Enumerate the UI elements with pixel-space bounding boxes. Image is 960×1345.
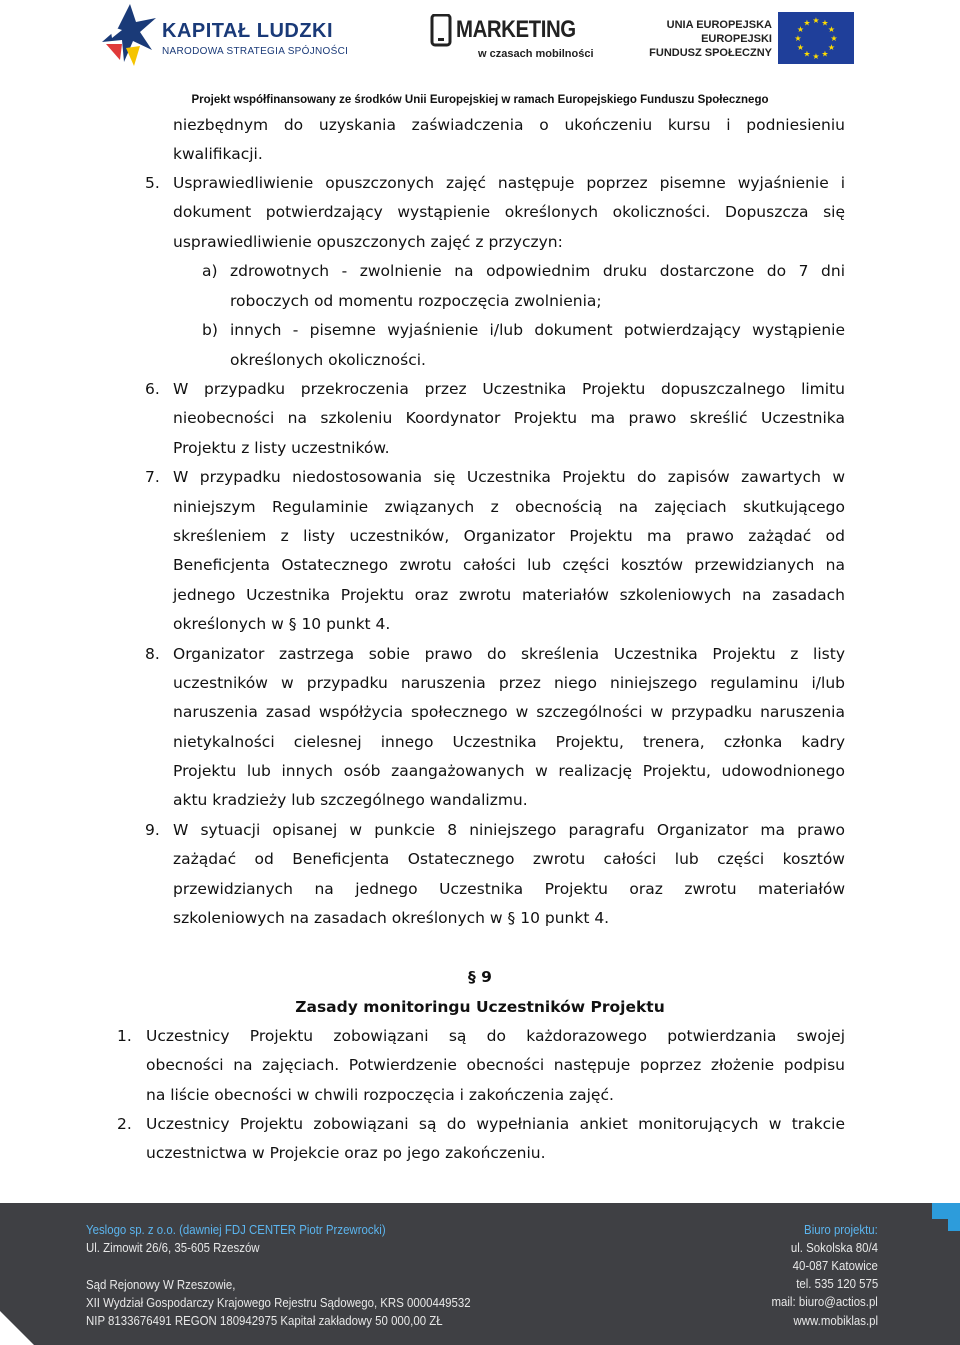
kapital-ludzki-star-icon	[100, 4, 158, 70]
paragraph-line: usprawiedliwienie opuszczonych zajęć z przyczyn:	[173, 233, 563, 251]
eu-line-1: UNIA EUROPEJSKA	[666, 19, 772, 31]
footer-accent	[932, 1203, 960, 1219]
paragraph-line: Beneficjenta Ostatecznego zwrotu całości lub części kosztów przewidzianych na	[173, 556, 845, 574]
list-marker: a)	[202, 262, 218, 280]
paragraph-line: uczestnictwa w Projekcie oraz po jego zakończeniu.	[146, 1144, 546, 1162]
office-email[interactable]: mail: biuro@actios.pl	[771, 1294, 878, 1309]
office-label: Biuro projektu:	[804, 1222, 878, 1237]
paragraph-line: kwalifikacji.	[173, 145, 263, 163]
company-name: Yeslogo sp. z o.o. (dawniej FDJ CENTER Piotr Przewrocki)	[86, 1222, 386, 1237]
svg-text:★: ★	[827, 43, 836, 52]
eu-text	[649, 18, 772, 60]
paragraph-line: Uczestnicy Projektu zobowiązani są do każdorazowego potwierdzania swojej	[146, 1027, 845, 1045]
kapital-ludzki-logo	[100, 4, 349, 70]
funding-statement: Projekt współfinansowany ze środków Unii Europejskiej w ramach Europejskiego Funduszu Społecznego	[191, 94, 769, 106]
office-city: 40-087 Katowice	[792, 1258, 878, 1273]
svg-text:★: ★	[794, 34, 802, 43]
paragraph-line: naruszenia zasad współżycia społecznego w szczególności w przypadku naruszenia	[173, 703, 845, 721]
paragraph-line: W przypadku przekroczenia przez Uczestnika Projektu dopuszczalnego limitu	[173, 380, 845, 398]
paragraph-line: dokument potwierdzający wystąpienie określonych okoliczności. Dopuszcza się	[173, 203, 845, 221]
paragraph-line: roboczych od momentu rozpoczęcia zwolnienia;	[230, 292, 602, 310]
list-marker: 6.	[145, 380, 160, 398]
paragraph-line: Projektu z listy uczestników.	[173, 439, 390, 457]
paragraph-line: nieobecności na szkoleniu Koordynator Projektu ma prawo skreślić Uczestnika	[173, 409, 845, 427]
svg-text:★: ★	[803, 18, 811, 28]
eu-flag-icon	[778, 12, 854, 64]
paragraph-line: Usprawiedliwienie opuszczonych zajęć następuje poprzez pisemne wyjaśnienie i	[173, 174, 845, 192]
phone-icon	[430, 14, 454, 48]
eu-line-3: FUNDUSZ SPOŁECZNY	[649, 47, 772, 59]
company-ids: NIP 8133676491 REGON 180942975 Kapitał zakładowy 50 000,00 ZŁ	[86, 1313, 443, 1328]
list-marker: 1.	[117, 1027, 132, 1045]
marketing-subtitle: w czasach mobilności	[478, 48, 594, 60]
list-marker: 8.	[145, 645, 160, 663]
paragraph-line: Projektu lub innych osób zaangażowanych w realizację Projektu, udowodnionego	[173, 762, 845, 780]
paragraph-line: zażądać od Beneficjenta Ostatecznego zwrotu całości lub części kosztów	[173, 850, 845, 868]
paragraph-line: szkoleniowych na zasadach określonych w § 10 punkt 4.	[173, 909, 610, 927]
website-link[interactable]: www.mobiklas.pl	[793, 1313, 878, 1328]
svg-text:★: ★	[796, 43, 805, 52]
svg-text:★: ★	[803, 49, 811, 59]
page-footer	[0, 1203, 960, 1345]
marketing-title: MARKETING	[456, 16, 576, 43]
paragraph-line: obecności na zajęciach. Potwierdzenie obecności następuje poprzez złożenie podpisu	[146, 1056, 845, 1074]
paragraph-line: niniejszym Regulaminie związanych z obecnością na zajęciach skutkującego	[173, 498, 845, 516]
kapital-ludzki-subtitle: NARODOWA STRATEGIA SPÓJNOŚCI	[162, 46, 349, 57]
list-marker: 9.	[145, 821, 160, 839]
svg-text:★: ★	[812, 52, 820, 61]
court-registry: XII Wydział Gospodarczy Krajowego Rejestru Sądowego, KRS 0000449532	[86, 1295, 471, 1310]
list-marker: b)	[202, 321, 218, 339]
paragraph-line: określonych w § 10 punkt 4.	[173, 615, 391, 633]
svg-text:★: ★	[812, 16, 820, 25]
eu-line-2: EUROPEJSKI	[701, 33, 772, 45]
paragraph-line: jednego Uczestnika Projektu oraz zwrotu materiałów szkoleniowych na zasadach	[173, 586, 845, 604]
paragraph-line: określonych okoliczności.	[230, 351, 426, 369]
footer-accent	[948, 1219, 960, 1231]
paragraph-line: zdrowotnych - zwolnienie na odpowiednim druku dostarczone do 7 dni	[230, 262, 845, 280]
company-address: Ul. Zimowit 26/6, 35-605 Rzeszów	[86, 1240, 260, 1255]
list-marker: 7.	[145, 468, 160, 486]
svg-text:★: ★	[821, 49, 829, 59]
section-title: Zasady monitoringu Uczestników Projektu	[295, 998, 665, 1016]
kapital-ludzki-title: KAPITAŁ LUDZKI	[162, 20, 334, 42]
marketing-logo	[430, 12, 594, 64]
paragraph-line: nietykalności cielesnej innego Uczestnika Projektu, trenera, członka kadry	[173, 733, 845, 751]
paragraph-line: Organizator zastrzega sobie prawo do skreślenia Uczestnika Projektu z listy	[173, 645, 845, 663]
section-number: § 9	[468, 968, 492, 986]
page-header	[0, 0, 960, 110]
office-phone[interactable]: tel. 535 120 575	[795, 1276, 878, 1291]
paragraph-line: niezbędnym do uzyskania zaświadczenia o ukończeniu kursu i podniesieniu	[173, 116, 845, 134]
paragraph-line: aktu kradzieży lub szczególnego wandalizmu.	[173, 791, 528, 809]
svg-text:★: ★	[821, 18, 829, 28]
paragraph-line: przewidzianych na jednego Uczestnika Projektu oraz zwrotu materiałów	[173, 880, 845, 898]
paragraph-line: innych - pisemne wyjaśnienie i/lub dokument potwierdzający wystąpienie	[230, 321, 845, 339]
paragraph-line: W sytuacji opisanej w punkcie 8 niniejszego paragrafu Organizator ma prawo	[173, 821, 845, 839]
footer-corner-cut	[0, 1311, 34, 1345]
list-marker: 5.	[145, 174, 160, 192]
svg-text:★: ★	[827, 25, 836, 34]
paragraph-line: W przypadku niedostosowania się Uczestnika Projektu do zapisów zawartych w	[173, 468, 845, 486]
eu-logo	[649, 12, 854, 70]
svg-text:★: ★	[830, 34, 838, 43]
paragraph-line: skreśleniem z listy uczestników, Organizator Projektu ma prawo zażądać od	[173, 527, 845, 545]
court-name: Sąd Rejonowy W Rzeszowie,	[86, 1277, 236, 1292]
office-street: ul. Sokolska 80/4	[790, 1240, 878, 1255]
list-marker: 2.	[117, 1115, 132, 1133]
paragraph-line: uczestników w przypadku naruszenia przez niego niniejszego regulaminu i/lub	[173, 674, 845, 692]
paragraph-line: na liście obecności w chwili rozpoczęcia i zakończenia zajęć.	[146, 1086, 614, 1104]
paragraph-line: Uczestnicy Projektu zobowiązani są do wypełniania ankiet monitorujących w trakcie	[146, 1115, 845, 1133]
svg-text:★: ★	[796, 25, 805, 34]
